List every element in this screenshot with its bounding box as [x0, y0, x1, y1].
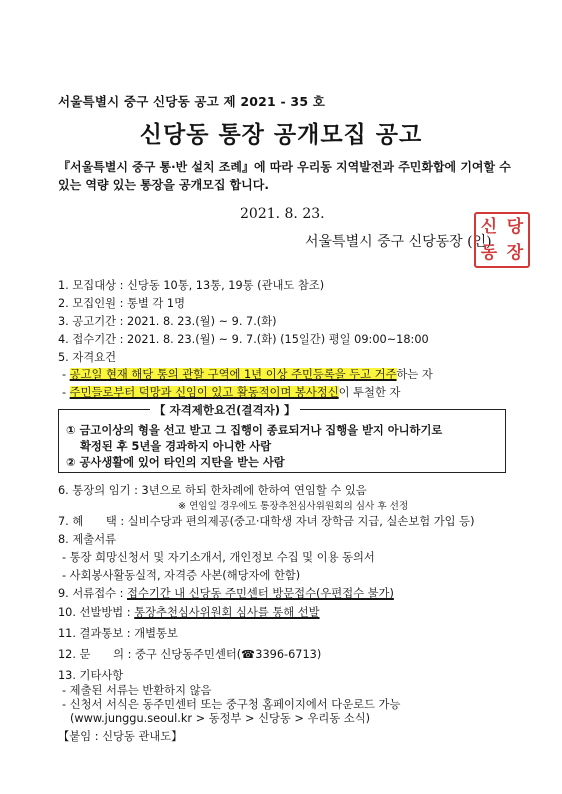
item-application-period: 4. 접수기간 : 2021. 8. 23.(월) ~ 9. 7.(화) (15일간) 평일 09:00~18:00 [58, 333, 429, 346]
item-inquiry: 12. 문 의 : 중구 신당동주민센터(☎3396-6713) [58, 648, 322, 661]
others-2: - 신청서 서식은 동주민센터 또는 중구청 홈페이지에서 다운로드 가능 [62, 698, 401, 711]
notice-number: 서울특별시 중구 신당동 공고 제 2021 - 35 호 [58, 94, 326, 109]
item-submission-label: 9. 서류접수 : [58, 587, 128, 600]
attachment-note: 【붙임 : 신당동 관내도】 [58, 730, 183, 743]
qualification-2-suffix: 이 투철한 자 [338, 386, 401, 399]
others-3: (www.junggu.seoul.kr > 동정부 > 신당동 > 우리동 소식) [70, 712, 371, 725]
others-1: - 제출된 서류는 반환하지 않음 [62, 684, 212, 697]
seal-char: 당 [506, 216, 524, 237]
item-term-note: ※ 연임일 경우에도 통장추천심사위원회의 심사 후 선정 [178, 501, 409, 512]
page-title: 신당동 통장 공개모집 공고 [139, 122, 423, 148]
item-notice-period: 3. 공고기간 : 2021. 8. 23.(월) ~ 9. 7.(화) [58, 315, 277, 328]
item-selection [58, 604, 320, 620]
seal-char: 장 [506, 242, 524, 263]
dash: - [62, 386, 70, 399]
item-submission [58, 585, 394, 601]
restriction-1: ① 금고이상의 형을 선고 받고 그 집행이 종료되거나 집행을 받지 아니하기로 [66, 424, 443, 437]
dash: - [62, 368, 70, 381]
highlighted-text: 주민들로부터 덕망과 신임이 있고 활동적이며 봉사정신 [69, 386, 339, 399]
restriction-2: ② 공사생활에 있어 타인의 지탄을 받는 사람 [66, 456, 285, 469]
signature-line: 서울특별시 중구 신당동장 (인) [305, 234, 492, 250]
highlighted-text: 공고일 현재 해당 통의 관할 구역에 1년 이상 주민등록을 두고 거주 [69, 368, 397, 381]
documents-1: - 통장 희망신청서 및 자기소개서, 개인정보 수집 및 이용 동의서 [62, 551, 375, 564]
notice-date: 2021. 8. 23. [240, 206, 325, 222]
seal-char: 동 [480, 242, 498, 263]
qualification-1 [62, 366, 433, 382]
item-recruit-count: 2. 모집인원 : 통별 각 1명 [58, 297, 186, 310]
documents-2: - 사회봉사활동실적, 자격증 사본(해당자에 한함) [62, 569, 301, 582]
item-selection-label: 10. 선발방법 : [58, 606, 135, 619]
item-qualifications: 5. 자격요건 [58, 351, 117, 364]
item-submission-value: 접수기간 내 신당동 주민센터 방문접수(우편접수 불가) [127, 587, 394, 600]
item-documents: 8. 제출서류 [58, 533, 117, 546]
item-term: 6. 통장의 임기 : 3년으로 하되 한차례에 한하여 연임할 수 있음 [58, 484, 367, 497]
item-result: 11. 결과통보 : 개별통보 [58, 627, 178, 640]
intro-paragraph: 『서울특별시 중구 통·반 설치 조례』에 따라 우리동 지역발전과 주민화합에 기여할 수 있는 역량 있는 통장을 공개모집 합니다. [58, 160, 511, 192]
qualification-2 [62, 384, 400, 400]
item-selection-value: 통장추천심사위원회 심사를 통해 선발 [134, 606, 320, 619]
restriction-1-cont: 확정된 후 5년을 경과하지 아니한 사람 [80, 440, 272, 453]
restriction-box-title: 【 자격제한요건(결격자) 】 [150, 402, 300, 418]
qualification-1-suffix: 하는 자 [396, 368, 433, 381]
item-recruit-target: 1. 모집대상 : 신당동 10통, 13통, 19통 (관내도 참조) [58, 279, 325, 292]
item-others: 13. 기타사항 [58, 669, 124, 682]
item-benefits: 7. 혜 택 : 실비수당과 편의제공(중고·대학생 자녀 장학금 지급, 실손보험 가입 등) [58, 515, 475, 528]
official-seal-stamp [474, 212, 530, 268]
seal-char: 신 [480, 216, 498, 237]
